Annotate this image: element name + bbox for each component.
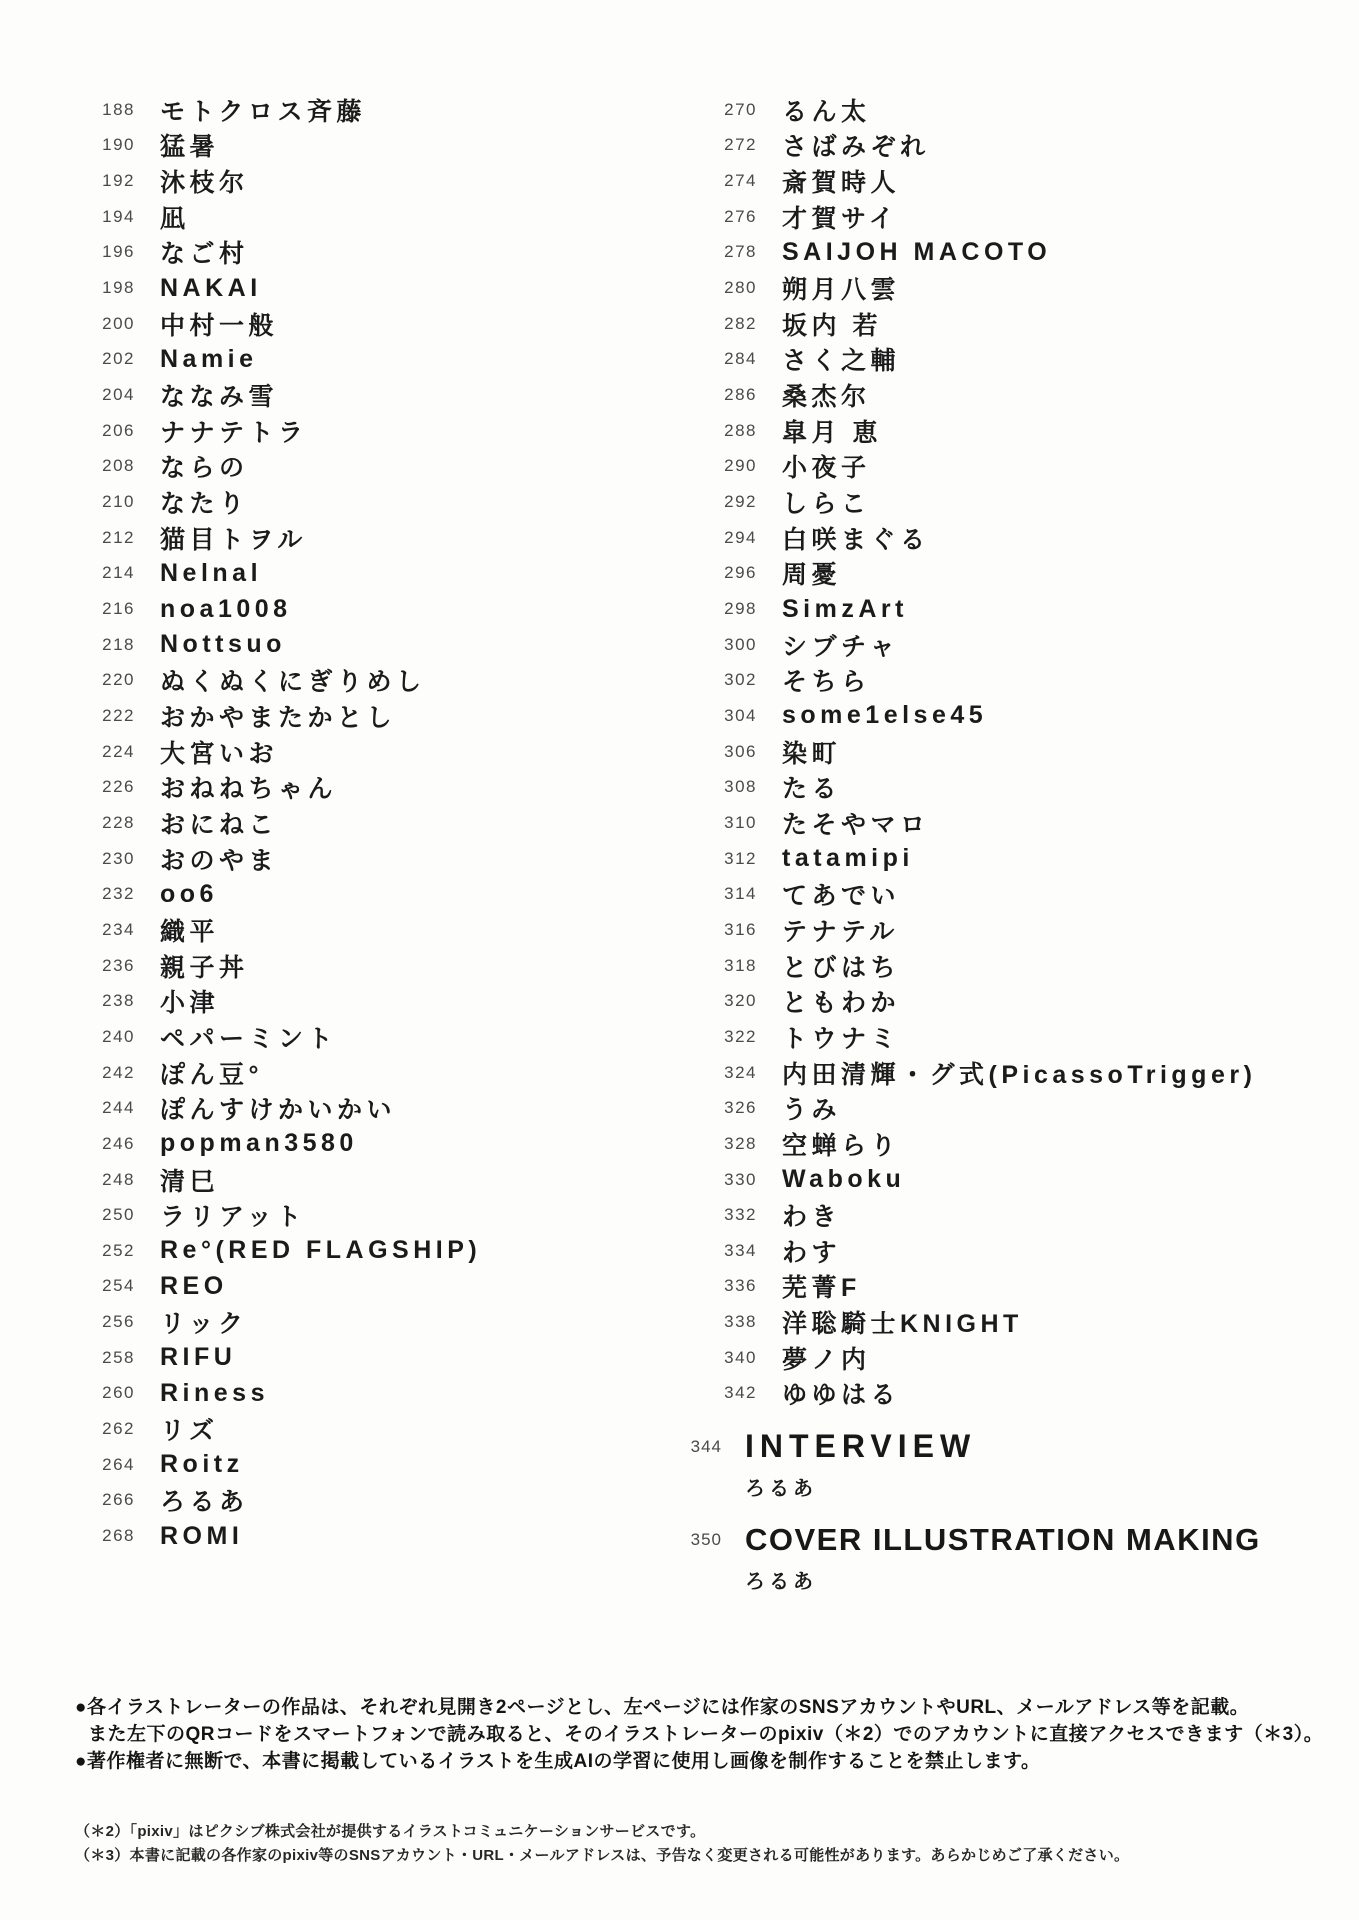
toc-artist-name: テナテル xyxy=(782,917,899,946)
toc-entry-row xyxy=(0,449,481,485)
toc-page-number: 298 xyxy=(724,599,757,619)
toc-entry-row xyxy=(0,1162,481,1198)
toc-entry-row xyxy=(622,983,1256,1019)
toc-entry-row xyxy=(0,1411,481,1447)
toc-page-number: 212 xyxy=(102,527,135,547)
toc-artist-name: ナナテトラ xyxy=(160,418,308,447)
toc-artist-name: 坂内 若 xyxy=(782,311,882,340)
toc-artist-name: Re°(RED FLAGSHIP) xyxy=(160,1236,482,1265)
toc-page-number: 208 xyxy=(102,456,135,476)
toc-entry-row xyxy=(0,1269,481,1305)
toc-entry-row xyxy=(0,128,481,164)
toc-entry-row xyxy=(622,199,1256,235)
toc-artist-name: Nottsuo xyxy=(160,630,286,659)
toc-page-number: 218 xyxy=(102,634,135,654)
toc-entry-row xyxy=(622,556,1256,592)
toc-entry-row xyxy=(0,342,481,378)
toc-page-number: 224 xyxy=(102,741,135,761)
toc-entry-row xyxy=(0,199,481,235)
toc-artist-name: NAKAI xyxy=(160,273,262,302)
toc-entry-row xyxy=(0,698,481,734)
toc-page-number: 240 xyxy=(102,1026,135,1046)
toc-artist-name: おのやま xyxy=(160,846,279,875)
toc-artist-name: 朔月八雲 xyxy=(782,276,901,305)
toc-page-number: 196 xyxy=(102,242,135,262)
toc-entry-row xyxy=(0,912,481,948)
toc-entry-row xyxy=(0,1340,481,1376)
toc-page-number: 336 xyxy=(724,1276,757,1296)
toc-artist-name: ペパーミント xyxy=(160,1024,338,1053)
toc-page-number: 290 xyxy=(724,456,757,476)
toc-page-number: 266 xyxy=(102,1490,135,1510)
footer-footnotes xyxy=(75,1820,1129,1868)
toc-artist-name: ROMI xyxy=(160,1521,244,1550)
toc-artist-name: しらこ xyxy=(782,490,871,519)
toc-artist-name: RIFU xyxy=(160,1343,237,1372)
toc-artist-name: 親子丼 xyxy=(160,953,249,982)
toc-artist-name: るん太 xyxy=(782,97,871,126)
toc-page-number: 190 xyxy=(102,135,135,155)
toc-artist-name: うみ xyxy=(782,1096,842,1125)
toc-page-number: 332 xyxy=(724,1205,757,1225)
toc-artist-name: モトクロス斉藤 xyxy=(160,97,367,126)
toc-page-number: 324 xyxy=(724,1062,757,1082)
toc-artist-name: ぽんすけかいかい xyxy=(160,1096,397,1125)
toc-entry-row xyxy=(0,876,481,912)
toc-artist-name: 斎賀時人 xyxy=(782,169,901,198)
toc-page-number: 334 xyxy=(724,1240,757,1260)
toc-entry-row xyxy=(0,484,481,520)
toc-entry-row xyxy=(0,805,481,841)
toc-page-number: 234 xyxy=(102,919,135,939)
toc-artist-name: ぽん豆° xyxy=(160,1060,263,1089)
toc-artist-name: さく之輔 xyxy=(782,347,901,376)
toc-entry-row xyxy=(0,377,481,413)
toc-page-number: 264 xyxy=(102,1454,135,1474)
toc-entry-row xyxy=(0,413,481,449)
toc-entry-row xyxy=(0,1376,481,1412)
toc-artist-name: おにねこ xyxy=(160,810,279,839)
toc-page-number: 310 xyxy=(724,812,757,832)
toc-entry-row xyxy=(0,1197,481,1233)
toc-artist-name: 小夜子 xyxy=(782,454,871,483)
toc-entry-row xyxy=(622,484,1256,520)
toc-page-number: 214 xyxy=(102,563,135,583)
toc-entry-row xyxy=(0,948,481,984)
toc-page-number: 258 xyxy=(102,1347,135,1367)
toc-page-number: 194 xyxy=(102,206,135,226)
toc-page-number: 204 xyxy=(102,385,135,405)
toc-page-number: 294 xyxy=(724,527,757,547)
toc-entry-row xyxy=(622,1162,1256,1198)
toc-artist-name: トウナミ xyxy=(782,1024,901,1053)
toc-page-number: 292 xyxy=(724,492,757,512)
toc-page-number: 306 xyxy=(724,741,757,761)
toc-artist-name: 洋聡騎士KNIGHT xyxy=(782,1310,1023,1339)
toc-entry-row xyxy=(622,1269,1256,1305)
toc-page-number: 320 xyxy=(724,991,757,1011)
toc-entry-row xyxy=(0,1304,481,1340)
toc-page-number: 270 xyxy=(724,99,757,119)
toc-page-number: 246 xyxy=(102,1133,135,1153)
toc-artist-name: 皐月 恵 xyxy=(782,418,882,447)
toc-entry-row xyxy=(622,805,1256,841)
toc-page-number: 340 xyxy=(724,1347,757,1367)
toc-entry-row xyxy=(622,1126,1256,1162)
toc-page-number: 276 xyxy=(724,206,757,226)
toc-artist-name: Roitz xyxy=(160,1450,244,1479)
toc-entry-row xyxy=(0,520,481,556)
toc-page-number: 318 xyxy=(724,955,757,975)
toc-artist-name: なたり xyxy=(160,490,249,519)
toc-artist-name: SAIJOH MACOTO xyxy=(782,237,1052,266)
toc-entry-row xyxy=(0,627,481,663)
toc-artist-name: ななみ雪 xyxy=(160,383,279,412)
toc-artist-name: てあでい xyxy=(782,882,901,911)
toc-entry-row xyxy=(622,948,1256,984)
toc-special-subtitle: ろるあ xyxy=(745,1478,817,1500)
toc-page-number: 220 xyxy=(102,670,135,690)
toc-page-number: 210 xyxy=(102,492,135,512)
toc-artist-name: tatamipi xyxy=(782,844,914,873)
toc-special-subtitle: ろるあ xyxy=(745,1571,817,1593)
toc-page-number: 274 xyxy=(724,171,757,191)
toc-special-section xyxy=(587,1428,1261,1615)
toc-page-number: 188 xyxy=(102,99,135,119)
toc-page-number: 248 xyxy=(102,1169,135,1189)
toc-entry-row xyxy=(622,627,1256,663)
toc-page-number: 256 xyxy=(102,1312,135,1332)
toc-page-number: 288 xyxy=(724,420,757,440)
toc-page-number: 330 xyxy=(724,1169,757,1189)
toc-page-number: 316 xyxy=(724,919,757,939)
toc-entry-row xyxy=(622,1340,1256,1376)
toc-page-number: 344 xyxy=(690,1436,722,1456)
toc-entry-row xyxy=(622,663,1256,699)
toc-artist-name: さばみぞれ xyxy=(782,133,930,162)
toc-artist-name: リック xyxy=(160,1310,248,1339)
toc-entry-row xyxy=(0,270,481,306)
toc-page-number: 222 xyxy=(102,705,135,725)
toc-artist-name: 中村一般 xyxy=(160,311,279,340)
toc-page-number: 238 xyxy=(102,991,135,1011)
toc-entry-row xyxy=(622,449,1256,485)
toc-page-number: 322 xyxy=(724,1026,757,1046)
toc-page-number: 242 xyxy=(102,1062,135,1082)
toc-artist-name: 染町 xyxy=(782,739,842,768)
toc-artist-name: Nelnal xyxy=(160,558,263,587)
toc-artist-name: 小津 xyxy=(160,989,220,1018)
toc-page-number: 284 xyxy=(724,349,757,369)
toc-page-number: 244 xyxy=(102,1098,135,1118)
toc-artist-name: おねねちゃん xyxy=(160,775,338,804)
toc-artist-name: 猛暑 xyxy=(160,133,220,162)
toc-artist-name: REO xyxy=(160,1271,228,1300)
toc-page-number: 228 xyxy=(102,812,135,832)
toc-page-number: 262 xyxy=(102,1419,135,1439)
toc-entry-row xyxy=(622,1055,1256,1091)
toc-artist-name: 清巳 xyxy=(160,1167,220,1196)
toc-page-number: 268 xyxy=(102,1526,135,1546)
toc-page-number: 342 xyxy=(724,1383,757,1403)
toc-entry-row xyxy=(622,163,1256,199)
toc-entry-row xyxy=(622,306,1256,342)
toc-entry-row xyxy=(0,306,481,342)
toc-page-number: 286 xyxy=(724,385,757,405)
toc-page-number: 236 xyxy=(102,955,135,975)
toc-page-number: 280 xyxy=(724,278,757,298)
toc-artist-name: 凪 xyxy=(160,204,190,233)
toc-entry-row xyxy=(0,591,481,627)
toc-artist-name: 内田清輝・グ式(PicassoTrigger) xyxy=(782,1060,1257,1089)
toc-artist-name: ろるあ xyxy=(160,1488,249,1517)
toc-entry-row xyxy=(622,377,1256,413)
toc-artist-name: 沐枝尔 xyxy=(160,169,249,198)
toc-page-number: 338 xyxy=(724,1312,757,1332)
toc-page-number: 312 xyxy=(724,848,757,868)
toc-artist-name: なご村 xyxy=(160,240,249,269)
toc-entry-row xyxy=(622,1019,1256,1055)
toc-artist-name: リズ xyxy=(160,1417,219,1446)
toc-entry-row xyxy=(622,1090,1256,1126)
toc-artist-name: ともわか xyxy=(782,989,901,1018)
toc-artist-name: 大宮いお xyxy=(160,739,279,768)
toc-artist-name: たる xyxy=(782,775,842,804)
notice-line: ●各イラストレーターの作品は、それぞれ見開き2ページとし、左ページには作家のSNSアカウントやURL、メールアドレス等を記載。 xyxy=(75,1697,1250,1718)
toc-page-number: 314 xyxy=(724,884,757,904)
toc-artist-name: わき xyxy=(782,1203,842,1232)
toc-special-entry xyxy=(587,1522,1261,1594)
toc-page-number: 252 xyxy=(102,1240,135,1260)
toc-page-number: 260 xyxy=(102,1383,135,1403)
toc-artist-name: noa1008 xyxy=(160,594,292,623)
toc-artist-name: Waboku xyxy=(782,1165,906,1194)
toc-artist-name: Namie xyxy=(160,344,258,373)
toc-artist-name: 猫目トヲル xyxy=(160,525,307,554)
toc-artist-name: とびはち xyxy=(782,953,901,982)
toc-artist-name: わす xyxy=(782,1238,842,1267)
toc-page-number: 202 xyxy=(102,349,135,369)
toc-right-column xyxy=(622,92,1256,1411)
toc-artist-name: ゆゆはる xyxy=(782,1381,901,1410)
toc-page-number: 200 xyxy=(102,313,135,333)
toc-special-title: COVER ILLUSTRATION MAKING xyxy=(745,1522,1261,1557)
toc-entry-row xyxy=(622,413,1256,449)
toc-page-number: 272 xyxy=(724,135,757,155)
toc-special-head xyxy=(587,1522,1261,1558)
toc-artist-name: oo6 xyxy=(160,879,218,908)
toc-entry-row xyxy=(622,1197,1256,1233)
toc-artist-name: シブチャ xyxy=(782,632,900,661)
toc-left-column xyxy=(0,92,481,1554)
toc-entry-row xyxy=(622,876,1256,912)
toc-artist-name: おかやまたかとし xyxy=(160,703,397,732)
toc-entry-row xyxy=(0,841,481,877)
footnote-line: （＊3）本書に記載の各作家のpixiv等のSNSアカウント・URL・メールアドレスは、予告なく変更される可能性があります。あらかじめご了承ください。 xyxy=(75,1847,1130,1864)
toc-entry-row xyxy=(622,1233,1256,1269)
toc-entry-row xyxy=(0,1090,481,1126)
footnote-line: （＊2）「pixiv」はピクシブ株式会社が提供するイラストコミュニケーションサービスです。 xyxy=(75,1823,706,1840)
toc-entry-row xyxy=(0,1019,481,1055)
toc-entry-row xyxy=(622,841,1256,877)
toc-entry-row xyxy=(0,734,481,770)
toc-artist-name: ラリアット xyxy=(160,1203,306,1232)
toc-page-number: 296 xyxy=(724,563,757,583)
toc-entry-row xyxy=(0,1055,481,1091)
toc-entry-row xyxy=(0,769,481,805)
toc-entry-row xyxy=(622,520,1256,556)
toc-page-number: 304 xyxy=(724,705,757,725)
toc-artist-name: 織平 xyxy=(160,917,220,946)
toc-entry-row xyxy=(0,92,481,128)
toc-entry-row xyxy=(622,698,1256,734)
toc-page-number: 254 xyxy=(102,1276,135,1296)
toc-artist-name: 周憂 xyxy=(782,561,842,590)
toc-artist-name: 桑杰尔 xyxy=(782,383,871,412)
toc-page-number: 226 xyxy=(102,777,135,797)
toc-entry-row xyxy=(622,769,1256,805)
notice-line: また左下のQRコードをスマートフォンで読み取ると、そのイラストレーターのpixiv（＊2）でのアカウントに直接アクセスできます（＊3）。 xyxy=(88,1724,1324,1745)
toc-page-number: 206 xyxy=(102,420,135,440)
toc-page-number: 308 xyxy=(724,777,757,797)
notice-line: ●著作権者に無断で、本書に掲載しているイラストを生成AIの学習に使用し画像を制作することを禁止します。 xyxy=(75,1751,1041,1772)
toc-artist-name: 空蝉らり xyxy=(782,1131,901,1160)
toc-entry-row xyxy=(622,270,1256,306)
toc-page-number: 232 xyxy=(102,884,135,904)
toc-artist-name: ぬくぬくにぎりめし xyxy=(160,668,426,697)
toc-artist-name: some1else45 xyxy=(782,701,988,730)
toc-special-title: INTERVIEW xyxy=(745,1428,977,1464)
toc-artist-name: たそやマロ xyxy=(782,810,930,839)
toc-page-number: 230 xyxy=(102,848,135,868)
toc-entry-row xyxy=(622,128,1256,164)
toc-page-number: 302 xyxy=(724,670,757,690)
toc-special-head xyxy=(587,1428,1261,1465)
toc-page-number: 192 xyxy=(102,171,135,191)
toc-artist-name: 芜菁F xyxy=(782,1274,861,1303)
toc-artist-name: 夢ノ内 xyxy=(782,1345,871,1374)
toc-entry-row xyxy=(0,163,481,199)
toc-entry-row xyxy=(622,342,1256,378)
toc-entry-row xyxy=(622,92,1256,128)
toc-entry-row xyxy=(622,591,1256,627)
toc-artist-name: SimzArt xyxy=(782,594,908,623)
toc-entry-row xyxy=(0,1126,481,1162)
toc-entry-row xyxy=(0,556,481,592)
toc-page-number: 282 xyxy=(724,313,757,333)
toc-page-number: 250 xyxy=(102,1205,135,1225)
toc-entry-row xyxy=(0,983,481,1019)
toc-artist-name: 才賀サイ xyxy=(782,204,899,233)
toc-page-number: 326 xyxy=(724,1098,757,1118)
toc-artist-name: 白咲まぐる xyxy=(782,525,930,554)
toc-page-number: 216 xyxy=(102,599,135,619)
toc-page-number: 328 xyxy=(724,1133,757,1153)
toc-page-number: 300 xyxy=(724,634,757,654)
toc-page-number: 350 xyxy=(690,1530,722,1549)
toc-entry-row xyxy=(0,1518,481,1554)
toc-entry-row xyxy=(0,1233,481,1269)
toc-entry-row xyxy=(0,663,481,699)
footer-notices xyxy=(75,1694,1323,1775)
toc-entry-row xyxy=(622,235,1256,271)
toc-artist-name: ならの xyxy=(160,454,249,483)
toc-artist-name: Riness xyxy=(160,1378,269,1407)
toc-artist-name: そちら xyxy=(782,668,871,697)
toc-entry-row xyxy=(622,734,1256,770)
toc-artist-name: popman3580 xyxy=(160,1129,358,1158)
toc-entry-row xyxy=(622,912,1256,948)
toc-page-number: 198 xyxy=(102,278,135,298)
toc-entry-row xyxy=(622,1376,1256,1412)
toc-page-number: 278 xyxy=(724,242,757,262)
toc-entry-row xyxy=(0,1483,481,1519)
toc-entry-row xyxy=(0,1447,481,1483)
toc-entry-row xyxy=(0,235,481,271)
toc-entry-row xyxy=(622,1304,1256,1340)
toc-special-entry xyxy=(587,1428,1261,1501)
